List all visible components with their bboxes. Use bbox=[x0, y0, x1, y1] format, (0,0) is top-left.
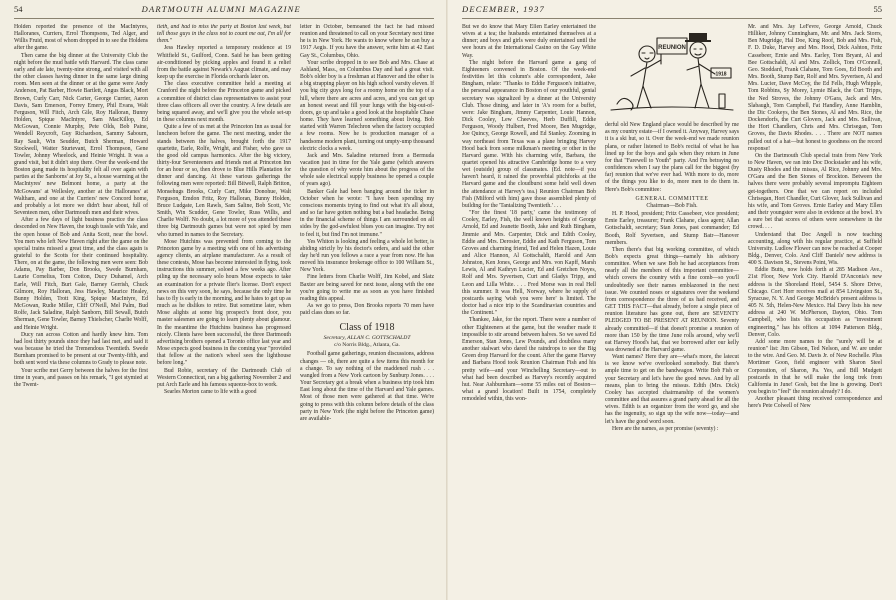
paragraph: Here are the names, as per promise (seventy) : bbox=[612, 425, 719, 432]
paragraph: The night before the Harvard game a gang of Eighteeners convened in Boston. Of the week-end festivities let this column's able correspondent, Jake Bingham, relate: "Thanks to Eddie Ferguson's initiative, the personal appearance in Boston of our youthful, genial secretary was signalized by a dinner at the University Club. Those dining, and later in 'A's room for a buffet, were: Jake Bingham, Jimmy Carpenter, Louie Hannon, Dick Cooley, Lew Cheeves, Herb Duffill, Eddie Ferguson, Woody Hulbert, Fred Moore, Ben Mugridge, Joe Quincy, George Rowell, and Ed Stanley. Zooming in way northeast from Texas was a plane bringing Harvey Hood back from some milkman's meeting or other in the Harvard game. With his charming wife, Barbara, the quartet opened his attractive Cambridge home to a very wet (outside) group of classmates. (Ed. note—if you haven't heard, it rained the proverbial pitchforks at the Harvard game and the cloudburst some held well down the attendance at Harvey's tea.) Reunion Chairman Bob Fish (Milford with him) gave those assembled plenty of building for the 'Tantalizing Twentieth.' . . . bbox=[462, 59, 596, 209]
paragraph: Another pleasant thing received correspondence and here's Pete Colwell of New bbox=[748, 396, 882, 410]
paragraph: Mr. and Mrs. Jay LeFevre, George Arnold, Chuck Hilliker, Johnny Cunningham, Mr. and Mrs. Jack Storrs, Ben Mugridge, Hal Doe, King Roof, Bob and Mrs. Fish, F. D. Duke, Harvey and Mrs. Hood, Dick Ashton, Fritz Cassebeer, Ernie and Mrs. Earley, Tom Bryant, Al and Bee Gottschaldt, Al and Mrs. Zollick, Tom O'Connell, Geo. Stoddard, Frank Clahane, Tom Goes, Ed Booth and Mrs. Booth, Stump Batr, Rolf and Mrs. Syvertsen, Al and Mrs. Lucier, Dave McCoy, the Ed Fells, Hugh Whipple, Tom Robbins, Sy Morey, Lymie Black, the Curt Tripps, the Ned Stroves, the Johnny O'Gara, Jack and Mrs. Slabaugh, Tom Campbell, Fat Handley, Anne Hamblin, the Dic Cookeys, the Ben Stones, Al and Mrs. Rice, the Dockendorfs, the Curt Glovers, Jack and Mrs. Sullivan, the Hort Chandlers, Chris and Mrs. Chrisegan, Tom Groves, the Davis Rhodes. . . . There are NOT names pulled out of a hat—but honest to goodness on the record response! bbox=[748, 24, 882, 152]
paragraph: Searles Morton came to life with a good bbox=[164, 388, 257, 395]
paragraph: On the Dartmouth Club special train from New York to New Haven, we ran into Doc Dockstader and his wife, Dusty Rhodes and the missus, Al Rice, Johnny and Mrs. O'Gara and the Ben Stones of Brockton. Between the halves there were probably several impromptu Eighteen get-togethers. One that we can report on included Chrisegan, Hort Chandler, Curt Glover, Jack Sullivan and his wife, and Tom Groves. Ernie Earley and Mary Ellen and their youngster were also in evidence at the bowl. It's a sure bet that scores of others were somewhere in the crowd. . . . bbox=[748, 152, 882, 231]
class-secretary: Secretary, ALLAN C. GOTTSCHALDT bbox=[323, 335, 411, 342]
paragraph: tieth, and had to miss the party at Boston last week, but tell those guys in the class not to count me out, I'm all for them." bbox=[157, 24, 291, 45]
committee-heading: GENERAL COMMITTEE bbox=[635, 195, 709, 202]
issue-date: DECEMBER, 1937 bbox=[462, 4, 545, 14]
paragraph: Your scribe dropped in to see Bob and Mrs. Chase at Ashland, Mass., on Columbus Day and had a great visit. Bob's older boy is a freshman at Hanover and the other is a big strapping player on his high school varsity eleven. If you big city guys long for a roomy home on the top of a hill, where there are acres and acres, and you can get up an honest sweat and fill your lungs with the big-out-of-doors, go up and take a good look at the hospitable Chase home. They have learned something about living. Bob started with Warren Telechron when the factory occupied a few rooms. Now he is production manager of a handsome modern plant, turning out umpty-ump thousand electric clocks a week. bbox=[300, 59, 434, 152]
committee-chair: Chairman—Bob Fish. bbox=[646, 202, 698, 209]
cartoon-sign-text: REUNION bbox=[658, 45, 686, 51]
paragraph: Understand that Doc Angell is now teaching accounting, along with his regular practice, at Suffield University. Ludlow Flower can now be reached at Cooper Bldg., Denver, Colo. And Cliff Daniels' new address is 400 S. Davison St., Stevens Point, Wis. bbox=[748, 231, 882, 267]
paragraph: Thankee, Jake, for the report. There were a number of other Eighteeners at the game, but the weather made it impossible to stir around between halves. So we saved Ed Emerson, Stan Jones, Lew Pounds, and doubtless many another stalwart who dared the raindrops to see the Big Green drop Harvard for the count. After the game Harvey and Barbara Hood took Reunion Chairman Fish and his pretty wife—and your Winchelling Secretary—out to what had been described as Harvey's recently acquired hut. Near Ashburnham—some 55 miles out of Boston—what a grand location! Built in 1754, completely remodeled within, this won- bbox=[462, 317, 596, 403]
left-column-2 bbox=[157, 24, 291, 599]
left-column-3 bbox=[300, 24, 434, 599]
right-page-number: 55 bbox=[873, 4, 882, 14]
paragraph: The class executive committee held a meeting at Cranford the night before the Princeton game and picked a committee of district class representatives to assist your three class officers all over the country. A few details are being squared away, and we'll give you the whole set-up in these columns next month. bbox=[157, 81, 291, 124]
paragraph: But we do know that Mary Ellen Earley entertained the wives at a tea; the husbands entertained themselves at a dinner; and boys and girls were duly entertained until the wee hours at the International Casino on the Gay White Way. bbox=[462, 24, 596, 59]
class-heading: Class of 1918 bbox=[339, 322, 395, 334]
paragraph: derful old New England place would be described by me as my country estate—if I owned it. Anyway, Harvey says it is a ski hut, so it. Over the week-end we made reunion plans, or rather listened to Bob's recital of what he has lined up for the boys and gals when they return in June for that "Farewell to Youth" party. And I'm betraying no confidences when I say the plans call for the biggest (by far) reunion that we've ever had. With more to do, more of the things you like to do, more men to do them in. Here's Bob's committee: bbox=[605, 122, 739, 193]
right-column-3 bbox=[748, 24, 882, 599]
left-column-1 bbox=[14, 24, 148, 599]
paragraph: Jack and Mrs. Saladine returned from a Bermuda vacation just in time for the Yale game (which answers the question of why wrote him about the progress of the whole sale electrical supply business he opened a couple of years ago). bbox=[300, 152, 434, 188]
paragraph: Then came the big dinner at the University Club the night before the mud battle with Harvard. The class came early and ate late, twenty-nine strong, and visited with all the other classes having dinner in the same large dining room. Men seen at the dinner or at the game were Andy Anderson, Pat Barber, Howie Bartlett, Angus Black, Mort Brown, Curly Carr, Nick Carter, George Currier, Aaron Davis, Sam Emerson, Forrey Emery, Phil Evans, Walt Ferguson, Will Fitch, Arch Gile, Roy Halloran, Bunny Holden, Spique MacIntyre, Sam MacKillop, Ed McGowan, Connie Murphy, Pete Olds, Bob Paine, Wendell Reycroft, Guy Richardson, Sammy Sabourn, Ray Sault, Win Seudder, Butch Sherman, Howard Stockwell, Watter Sturtevant, Errol Thompson, Gene Towler, Johnny Wheelock, and Heinie Wright. It was a grand visit, but it didn't stop there. Over the week-end the Boston gang made its hospitality felt all over again with parties at the Sanborns' at Joy St., a house warming at the MacIntyres' new Belmont home, a party at the McGowans' at Wellesley, another at the Halloranes' at Waltham, and one at the Curriers' new Concord home, and probably a lot more we didn't hear about, full of Seventeen men, other Dartmouth men and their wives. bbox=[14, 52, 148, 217]
paragraph: Mose Hutchins was prevented from coming to the Princeton game by a meeting with one of his advertising agency clients, an airplane manufacturer. As a result of these contests, Mose has become interested in flying, took instructions this summer, soloed a few weeks ago. After piling up the necessary solo hours Mose expects to take an examination for a private flier's license. Don't expect news on this very soon, he says, because the only time he has to fly is early in the morning, and he hates to get up as much as he dislikes to retire. But sometime later, when Mose alights at some big prospect's front door, you master salesmen are going to learn plenty about glamour. In the meantime the Hutchins business has progressed nicely. Clients have been successful, the three Dartmouth advertising brothers opened a Toronto office last year and Mose expects good business in the coming year "provided that fellow at the nation's wheel sees the lighthouse before long." bbox=[157, 238, 291, 367]
paragraph: Eddie Butts, now holds forth at 285 Madison Ave., 21st Floor, New York City. Harold D'Anconia's new address is the Shoreland Hotel, 5454 S. Shore Drive, Chicago. Cort Horr receives mail at 854 Livingston St., Syracuse, N. Y. And George McBride's present address is 405 N. 5th, Helen-New Mexico. Hal Davy lists his new address at 240 W. McPherson, Dayton, Ohio. Tom Campbell, who lists his occupation as "investment engineering," has his offices at 1094 Patterson Bldg., Denver, Colo. bbox=[748, 267, 882, 338]
right-column-2 bbox=[605, 24, 739, 599]
left-page-number: 54 bbox=[14, 4, 23, 14]
paragraph: Add some more names to the "surely will be at reunion" list: Jim Gibson, Ted Nelson, and W. are under to the wire. And Geo. M. Davis Jr. of New Rochelle. Plus Mortimer Goon, field engineer with Sharon Steel Corporation, of Sharon, Pa. Yes, and Bill Mudgett postcards in that he will make the long trek from California in June! Gosh, but the line is growing. Don't you begin to "feel" the reunion already? I do. bbox=[748, 338, 882, 395]
paragraph: H. P. Hood, president; Fritz Cassebeer, vice president; Ernie Earley, treasurer; Frank Clahane, class agent; Allan Gottschaldt, secretary; Stan Jones, past commander; Ed Booth, Rolf Syvertsen, and Stump Batr—Hanover members. bbox=[605, 211, 739, 246]
right-page bbox=[448, 0, 896, 600]
paragraph: Your scribe met Gerry between the halves for the first time in years, and passes on his remark, "I got stymied at the Twent- bbox=[14, 367, 148, 388]
paragraph: Football game gatherings, reunion discussions, address changes — oh, there are quite a few items this month for a change. To say nothing of the maddened rush . . . wangled from a New York cartoon by Sunburp Jones. . . . Your Secretary got a break when a business trip took him East long about the time of the Harvard and Yale games. Most of those men were gathered at that time. We're going to press with this column before details of the class party in New York (the night before the Princeton game) are available- bbox=[300, 351, 434, 422]
paragraph: Ducy ran across Cotton and hardly knew him. Tom had lost thirty pounds since they had last met, and said it was because he tried the Tremendous Twentieth. Swede Burnham promised to be present at our Twenty-fifth, and both sent word via these columns to Grady to please note. bbox=[14, 331, 148, 367]
right-column-1 bbox=[462, 24, 596, 599]
paragraph: Want names? Here they are—what's more, the latecut is we know we've overlooked somebody. But there's ample time to get on the bandwagon. Write Bob Fish or your Secretary and let's have the good news. And by all means, plan to bring the missus. Edith (Mrs. Dick) Cooley has accepted chairmanship of the women's committee and that assures a grand party ahead for all the wives. Edith is an organizer from the word go, and she has the ingenuity, so sign up the wife now—today—and let's have the good word soon. bbox=[605, 354, 739, 425]
reunion-cartoon bbox=[605, 24, 739, 116]
class-address: c/o Norris Bldg., Atlanta, Ga. bbox=[334, 342, 400, 349]
paragraph: Jess Hawley reported a temporary residence at 19 Whitfield St., Guilford, Conn. Said he has been getting air-conditioned by picking apples and found it a relief from the battle against Newark's August climate, and may keep up the exercise in Florida orchards later on. bbox=[157, 45, 291, 81]
cartoon-banner-text: 1918 bbox=[715, 71, 727, 78]
left-running-head bbox=[14, 4, 434, 19]
paragraph: Banker Gale had been banging around the ticker in October when he wrote: "I have been spending my conscious moments trying to find out what it's all about, and so far have gotten nothing but a bad headache. Being in the financial scheme of things I am surrounded on all sides by the god-awfulest blues you can imagine. Try not to feel it, but find I'm not immune." bbox=[300, 188, 434, 238]
paragraph: Quite a few of us met at the Princeton Inn as usual for luncheon before the game. The next meeting, under the stands between the halves, brought forth the 1917 quartette, Earle, Rolfe, Wright, and Fisher, who gave us the good old campus harmonics. After the big victory, thirty-four Seventeeners and friends met at Princeton Inn for an hour or so, then drove to Blue Hills Plantation for dinner and dancing. At these various gatherings the following men were reported: Bill Bitwell, Ralph Britton, Monsehugs Brooks, Curly Carr, Mike Donohue, Walt Ferguson, Emdon Fritz, Roy Halloran, Bunny Holden, Bruce Ludgate, Len Rawls, Sam Saline, Bob Scott, Vic Smith, Win Scudder, Gene Towler, Russ Willis, and Charlie Wolff. No doubt, a lot more of you attended these three big Dartmouth games but were not spied by men who turned in names to the Secretary. bbox=[157, 124, 291, 238]
paragraph: Then there's that big working committee, of which Bob's expects great things—namely his advisory committee. When we saw Bob he had acceptances from nearly all the members of this important committee—which covers the country with a fine comb—so you'll undoubtedly see their names emblazoned in the next issue. We counted noses or signatures over the weekend from correspondence the three of us had received, and GET THIS FACT—that already, before a single piece of reunion literature has gone out, there are SEVENTY PLEDGED TO BE PRESENT AT REUNION. Seventy already committed—if that doesn't promise a reunion of more than 150 by the time June rolls around, why we'll eat Harvey Hood's hat, that we borrowed after our kelly was drowned at the Harvard game. bbox=[605, 246, 739, 353]
paragraph: Yes Whiton is looking and feeling a whole lot better, is abiding strictly by his doctor's orders, and said the other day he'd run you fellows a race a year from now. He has moved his insurance brokerage office to 100 William St., New York. bbox=[300, 238, 434, 274]
paragraph: After a few days of light business practice the class descended on New Haven, the tough tussle with Yale, and the open house of Bob and Anita Scott, near the bowl. You men who left New Haven right after the game on the special trains missed a great time, and the class again is grateful to the Scotts for their continued hospitality. There, on at the game, the following men were seen: Bob Adams, Pay Barber, Don Brooks, Swede Burnham, Laurie Cornelius, Tom Cotton, Ducy Duhamel, Arch Earle, Will Fitch, Burt Gale, Barney Gerrish, Chuck Gilmore, Roy Halloran, Jess Hawley, Maurice Healey, Bunny Holden, Trott King, Spique MacIntyre, Ed McGowan, Rudie Miller, Cliff O'Neill, Mel Palm, Bud Rolfe, Jack Saladine, Ralph Sanborn, Bill Sewall, Butch Sherman, Gene Towler, Barney Thielscher, Charlie Wolff, and Heinie Wright. bbox=[14, 217, 148, 331]
paragraph: Holden reported the presence of the MacIntyres, Halloranes, Curriers, Errol Thompsons, Ted Alger, and Willis Fruid, most of whom dropped in to see the Holdens after the game. bbox=[14, 24, 148, 52]
paragraph: Bud Robie, secretary of the Dartmouth Club of Western Connecticut, ran a big gathering November 2 and put Arch Earle and his famous squeeze-box to work. bbox=[157, 367, 291, 388]
paragraph: "For the finest '18 party,' came the testimony of Cooley, Earley, Fish, the well known heights of George Arnold, Ed and Jeanette Booth, Jake and Ruth Bingham, Jimmie and Mrs. Carpenter, Dick and Edith Cooley, Eddie and Mrs. Derosier, Eddie and Kath Ferguson, Tom Groves and charming friend, Ted and Helen Hazen, Louie and Alice Hannon, Al Gottschaldt, Harold and Ann Johnston, Ken Jones, George and Mrs. von Kapff, Marsh Lewis, Al and Kathryn Lucier, Ed and Gretchen Noyes, Rolf and Mrs. Syvertsen, Curt and Gladys Tripp, and Leon and Lilla White. . . . Fred Morse was in real Hell this summer. It was Hell, Norway, where he supply of postcards saying 'wish you were here' is limited. The doctor had a nice trip to the Scandinavian countries and the Continent." bbox=[462, 210, 596, 317]
paragraph: letter in October, bemoaned the fact he had missed reunion and threatened to call on your Secretary next time he is in New York. He wants to know where he can buy a 1917 Aegis. If you have the answer, write him at 42 East Gay St., Columbus, Ohio. bbox=[300, 24, 434, 59]
right-running-head bbox=[462, 4, 882, 19]
paragraph: Fine letters from Charlie Wolff, Jim Kobel, and Slatz Baxter are being saved for next issue, along with the one you're going to write me as soon as you have finished reading this appeal. bbox=[300, 274, 434, 302]
paragraph: As we go to press, Don Brooks reports 70 men have paid class dues so far. bbox=[300, 303, 434, 317]
magazine-title: DARTMOUTH ALUMNI MAGAZINE bbox=[141, 4, 301, 14]
